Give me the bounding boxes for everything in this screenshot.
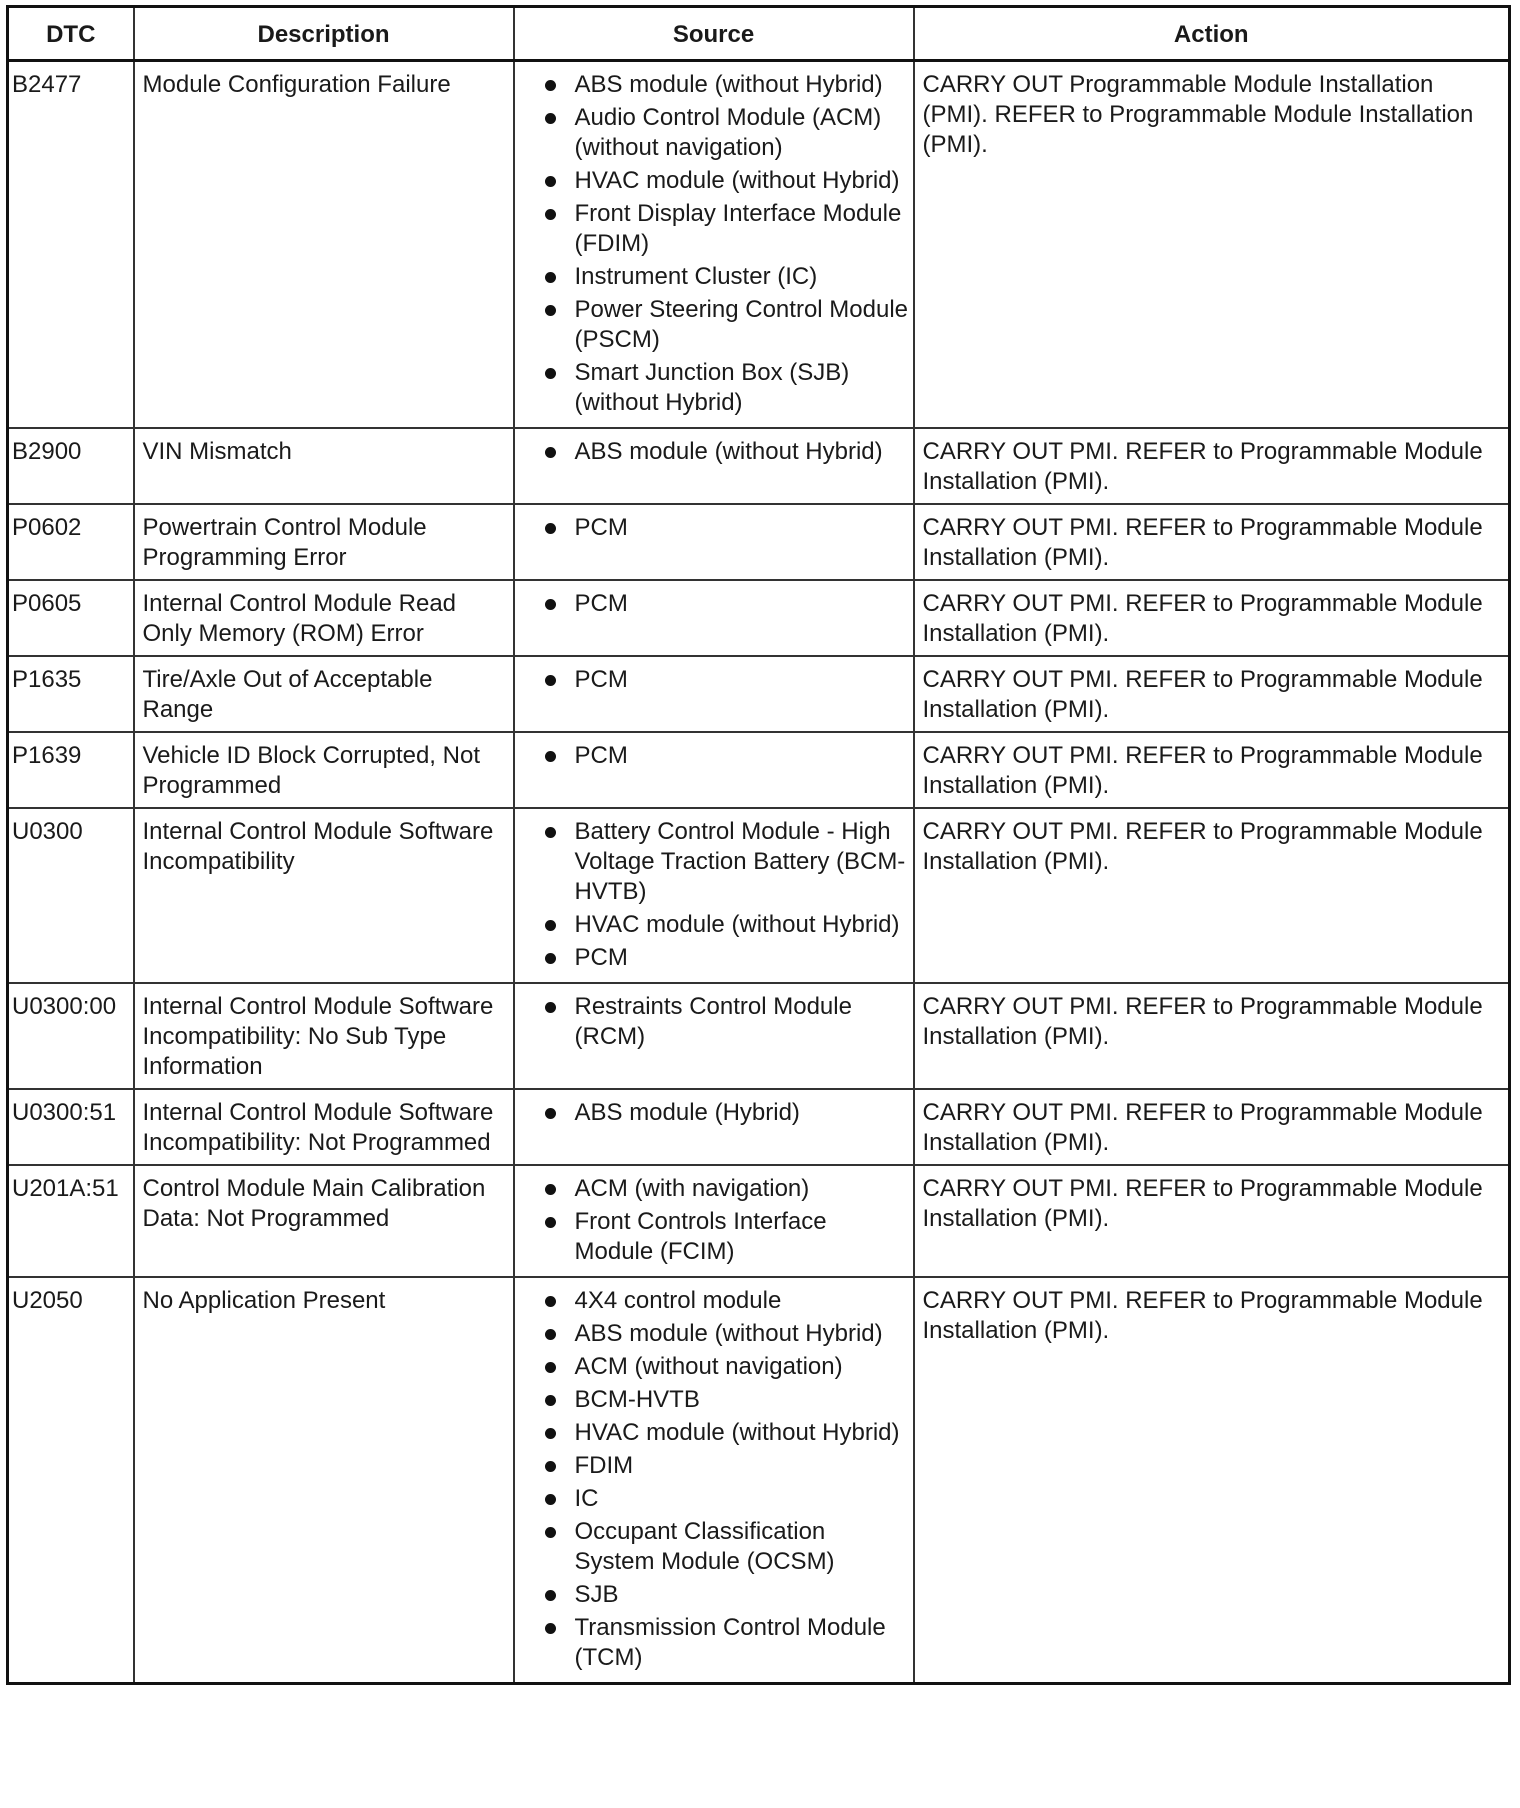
dtc-description: Internal Control Module Software Incompatibility: Not Programmed bbox=[134, 1089, 514, 1165]
dtc-action: CARRY OUT PMI. REFER to Programmable Module Installation (PMI). bbox=[914, 504, 1510, 580]
source-list-item: Front Display Interface Module (FDIM) bbox=[519, 199, 909, 259]
table-row bbox=[8, 1277, 1510, 1684]
table-header bbox=[8, 7, 1510, 61]
source-list bbox=[519, 513, 909, 543]
source-list-item: ACM (without navigation) bbox=[519, 1352, 909, 1382]
table-row bbox=[8, 808, 1510, 983]
dtc-code: U0300:51 bbox=[8, 1089, 134, 1165]
dtc-source bbox=[514, 504, 914, 580]
dtc-description: Control Module Main Calibration Data: Not Programmed bbox=[134, 1165, 514, 1277]
dtc-source bbox=[514, 580, 914, 656]
header-dtc: DTC bbox=[8, 7, 134, 61]
dtc-source bbox=[514, 1165, 914, 1277]
dtc-description: Vehicle ID Block Corrupted, Not Programmed bbox=[134, 732, 514, 808]
source-list-item: BCM-HVTB bbox=[519, 1385, 909, 1415]
source-list-item: 4X4 control module bbox=[519, 1286, 909, 1316]
dtc-source bbox=[514, 428, 914, 504]
source-list bbox=[519, 1174, 909, 1267]
header-action: Action bbox=[914, 7, 1510, 61]
dtc-code: P1639 bbox=[8, 732, 134, 808]
source-list-item: PCM bbox=[519, 665, 909, 695]
source-list-item: HVAC module (without Hybrid) bbox=[519, 1418, 909, 1448]
dtc-source bbox=[514, 656, 914, 732]
source-list bbox=[519, 1286, 909, 1673]
source-list-item: ABS module (Hybrid) bbox=[519, 1098, 909, 1128]
dtc-code: U0300:00 bbox=[8, 983, 134, 1089]
dtc-table bbox=[6, 5, 1511, 1685]
table-row bbox=[8, 983, 1510, 1089]
dtc-description: Powertrain Control Module Programming Error bbox=[134, 504, 514, 580]
dtc-code: B2477 bbox=[8, 61, 134, 429]
dtc-code: U0300 bbox=[8, 808, 134, 983]
dtc-description: VIN Mismatch bbox=[134, 428, 514, 504]
source-list-item: Audio Control Module (ACM) (without navigation) bbox=[519, 103, 909, 163]
dtc-description: Internal Control Module Software Incompatibility: No Sub Type Information bbox=[134, 983, 514, 1089]
source-list-item: SJB bbox=[519, 1580, 909, 1610]
table-body bbox=[8, 61, 1510, 1684]
dtc-source bbox=[514, 983, 914, 1089]
dtc-action: CARRY OUT Programmable Module Installation (PMI). REFER to Programmable Module Installation (PMI). bbox=[914, 61, 1510, 429]
source-list-item: Power Steering Control Module (PSCM) bbox=[519, 295, 909, 355]
source-list-item: PCM bbox=[519, 513, 909, 543]
header-source: Source bbox=[514, 7, 914, 61]
source-list-item: ACM (with navigation) bbox=[519, 1174, 909, 1204]
dtc-code: U201A:51 bbox=[8, 1165, 134, 1277]
source-list-item: PCM bbox=[519, 741, 909, 771]
dtc-source bbox=[514, 732, 914, 808]
source-list-item: Restraints Control Module (RCM) bbox=[519, 992, 909, 1052]
dtc-code: P0602 bbox=[8, 504, 134, 580]
table-row bbox=[8, 580, 1510, 656]
dtc-source bbox=[514, 1089, 914, 1165]
source-list-item: FDIM bbox=[519, 1451, 909, 1481]
dtc-code: P1635 bbox=[8, 656, 134, 732]
source-list-item: HVAC module (without Hybrid) bbox=[519, 910, 909, 940]
source-list-item: PCM bbox=[519, 943, 909, 973]
source-list-item: IC bbox=[519, 1484, 909, 1514]
dtc-source bbox=[514, 808, 914, 983]
source-list bbox=[519, 1098, 909, 1128]
source-list-item: Occupant Classification System Module (OCSM) bbox=[519, 1517, 909, 1577]
source-list bbox=[519, 437, 909, 467]
dtc-action: CARRY OUT PMI. REFER to Programmable Module Installation (PMI). bbox=[914, 732, 1510, 808]
source-list-item: Instrument Cluster (IC) bbox=[519, 262, 909, 292]
header-description: Description bbox=[134, 7, 514, 61]
source-list-item: Front Controls Interface Module (FCIM) bbox=[519, 1207, 909, 1267]
table-row bbox=[8, 428, 1510, 504]
source-list bbox=[519, 992, 909, 1052]
dtc-description: Internal Control Module Read Only Memory (ROM) Error bbox=[134, 580, 514, 656]
dtc-action: CARRY OUT PMI. REFER to Programmable Module Installation (PMI). bbox=[914, 580, 1510, 656]
dtc-action: CARRY OUT PMI. REFER to Programmable Module Installation (PMI). bbox=[914, 1165, 1510, 1277]
source-list-item: ABS module (without Hybrid) bbox=[519, 70, 909, 100]
source-list bbox=[519, 589, 909, 619]
table-row bbox=[8, 656, 1510, 732]
dtc-code: P0605 bbox=[8, 580, 134, 656]
dtc-action: CARRY OUT PMI. REFER to Programmable Module Installation (PMI). bbox=[914, 1089, 1510, 1165]
header-row bbox=[8, 7, 1510, 61]
source-list bbox=[519, 817, 909, 973]
dtc-action: CARRY OUT PMI. REFER to Programmable Module Installation (PMI). bbox=[914, 808, 1510, 983]
source-list-item: ABS module (without Hybrid) bbox=[519, 437, 909, 467]
source-list-item: PCM bbox=[519, 589, 909, 619]
source-list-item: HVAC module (without Hybrid) bbox=[519, 166, 909, 196]
source-list-item: ABS module (without Hybrid) bbox=[519, 1319, 909, 1349]
table-row bbox=[8, 732, 1510, 808]
dtc-action: CARRY OUT PMI. REFER to Programmable Module Installation (PMI). bbox=[914, 656, 1510, 732]
dtc-code: U2050 bbox=[8, 1277, 134, 1684]
source-list-item: Transmission Control Module (TCM) bbox=[519, 1613, 909, 1673]
dtc-description: Tire/Axle Out of Acceptable Range bbox=[134, 656, 514, 732]
table-row bbox=[8, 504, 1510, 580]
dtc-source bbox=[514, 1277, 914, 1684]
dtc-action: CARRY OUT PMI. REFER to Programmable Module Installation (PMI). bbox=[914, 1277, 1510, 1684]
dtc-action: CARRY OUT PMI. REFER to Programmable Module Installation (PMI). bbox=[914, 428, 1510, 504]
dtc-action: CARRY OUT PMI. REFER to Programmable Module Installation (PMI). bbox=[914, 983, 1510, 1089]
table-row bbox=[8, 1089, 1510, 1165]
source-list bbox=[519, 741, 909, 771]
source-list-item: Battery Control Module - High Voltage Traction Battery (BCM-HVTB) bbox=[519, 817, 909, 907]
dtc-source bbox=[514, 61, 914, 429]
table-row bbox=[8, 61, 1510, 429]
dtc-description: Module Configuration Failure bbox=[134, 61, 514, 429]
source-list bbox=[519, 70, 909, 418]
source-list bbox=[519, 665, 909, 695]
dtc-code: B2900 bbox=[8, 428, 134, 504]
source-list-item: Smart Junction Box (SJB) (without Hybrid) bbox=[519, 358, 909, 418]
table-row bbox=[8, 1165, 1510, 1277]
dtc-description: Internal Control Module Software Incompatibility bbox=[134, 808, 514, 983]
dtc-description: No Application Present bbox=[134, 1277, 514, 1684]
